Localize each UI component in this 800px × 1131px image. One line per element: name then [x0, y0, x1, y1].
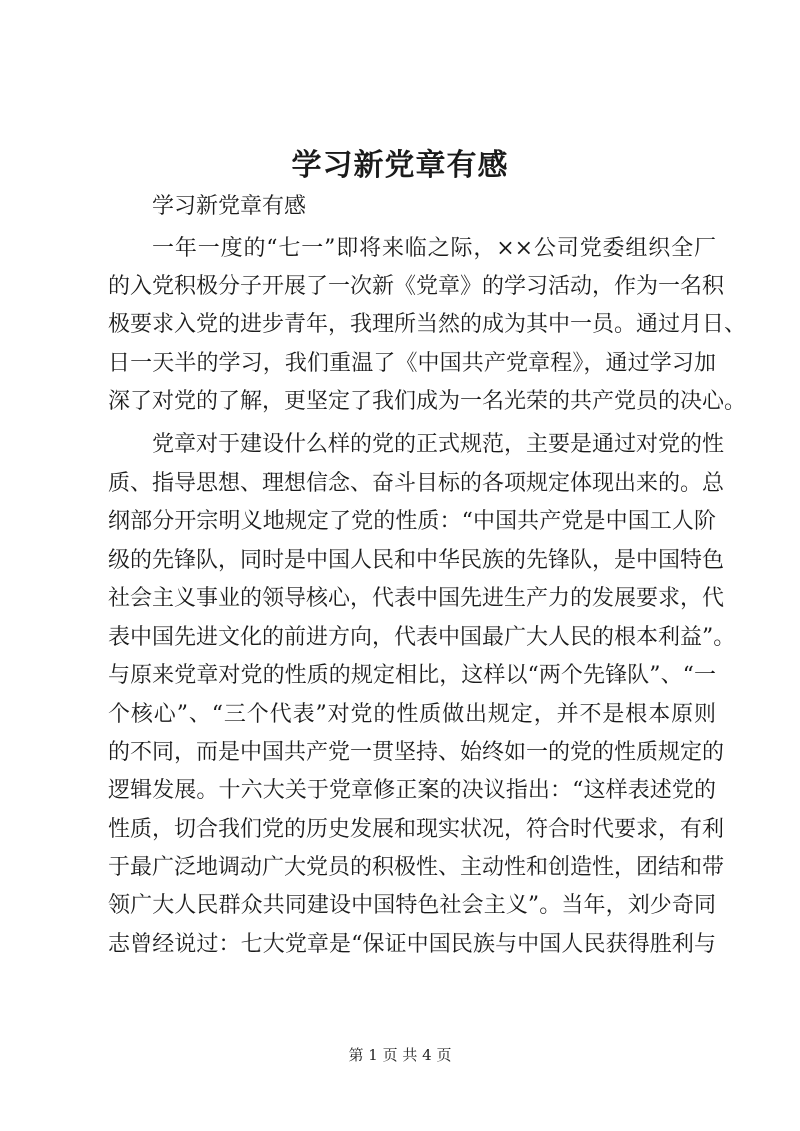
page-number: 第 1 页 共 4 页	[348, 1046, 452, 1064]
body-line: 个核心”、“三个代表”对党的性质做出规定，并不是根本原则	[108, 702, 716, 727]
subtitle-line: 学习新党章有感	[152, 194, 307, 219]
body-line: 于最广泛地调动广大党员的积极性、主动性和创造性，团结和带	[108, 855, 725, 880]
body-line: 质、指导思想、理想信念、奋斗目标的各项规定体现出来的。总	[108, 471, 725, 496]
body-line: 的不同，而是中国共产党一贯坚持、始终如一的党的性质规定的	[108, 740, 725, 765]
body-line: 极要求入党的进步青年，我理所当然的成为其中一员。通过月日、	[108, 312, 747, 337]
body-line: 社会主义事业的领导核心，代表中国先进生产力的发展要求，代	[108, 586, 725, 611]
body-line: 逻辑发展。十六大关于党章修正案的决议指出：“这样表述党的	[108, 778, 716, 803]
body-line: 日一天半的学习，我们重温了《中国共产党章程》，通过学习加	[108, 351, 716, 376]
body-line: 与原来党章对党的性质的规定相比，这样以“两个先锋队”、“一	[108, 663, 716, 688]
body-line: 纲部分开宗明义地规定了党的性质：“中国共产党是中国工人阶	[108, 509, 716, 534]
body-line: 级的先锋队，同时是中国人民和中华民族的先锋队，是中国特色	[108, 548, 725, 573]
body-line: 深了对党的了解，更坚定了我们成为一名光荣的共产党员的决心。	[108, 389, 747, 414]
body-line: 性质，切合我们党的历史发展和现实状况，符合时代要求，有利	[108, 817, 725, 842]
body-line: 的入党积极分子开展了一次新《党章》的学习活动，作为一名积	[108, 274, 725, 299]
body-line: 志曾经说过：七大党章是“保证中国民族与中国人民获得胜利与	[108, 932, 716, 957]
body-line: 一年一度的“七一”即将来临之际，××公司党委组织全厂	[152, 236, 716, 261]
body-line: 表中国先进文化的前进方向，代表中国最广大人民的根本利益”。	[108, 625, 736, 650]
body-line: 党章对于建设什么样的党的正式规范，主要是通过对党的性	[152, 432, 725, 457]
document-title: 学习新党章有感	[291, 148, 509, 183]
body-line: 领广大人民群众共同建设中国特色社会主义”。当年，刘少奇同	[108, 893, 716, 918]
